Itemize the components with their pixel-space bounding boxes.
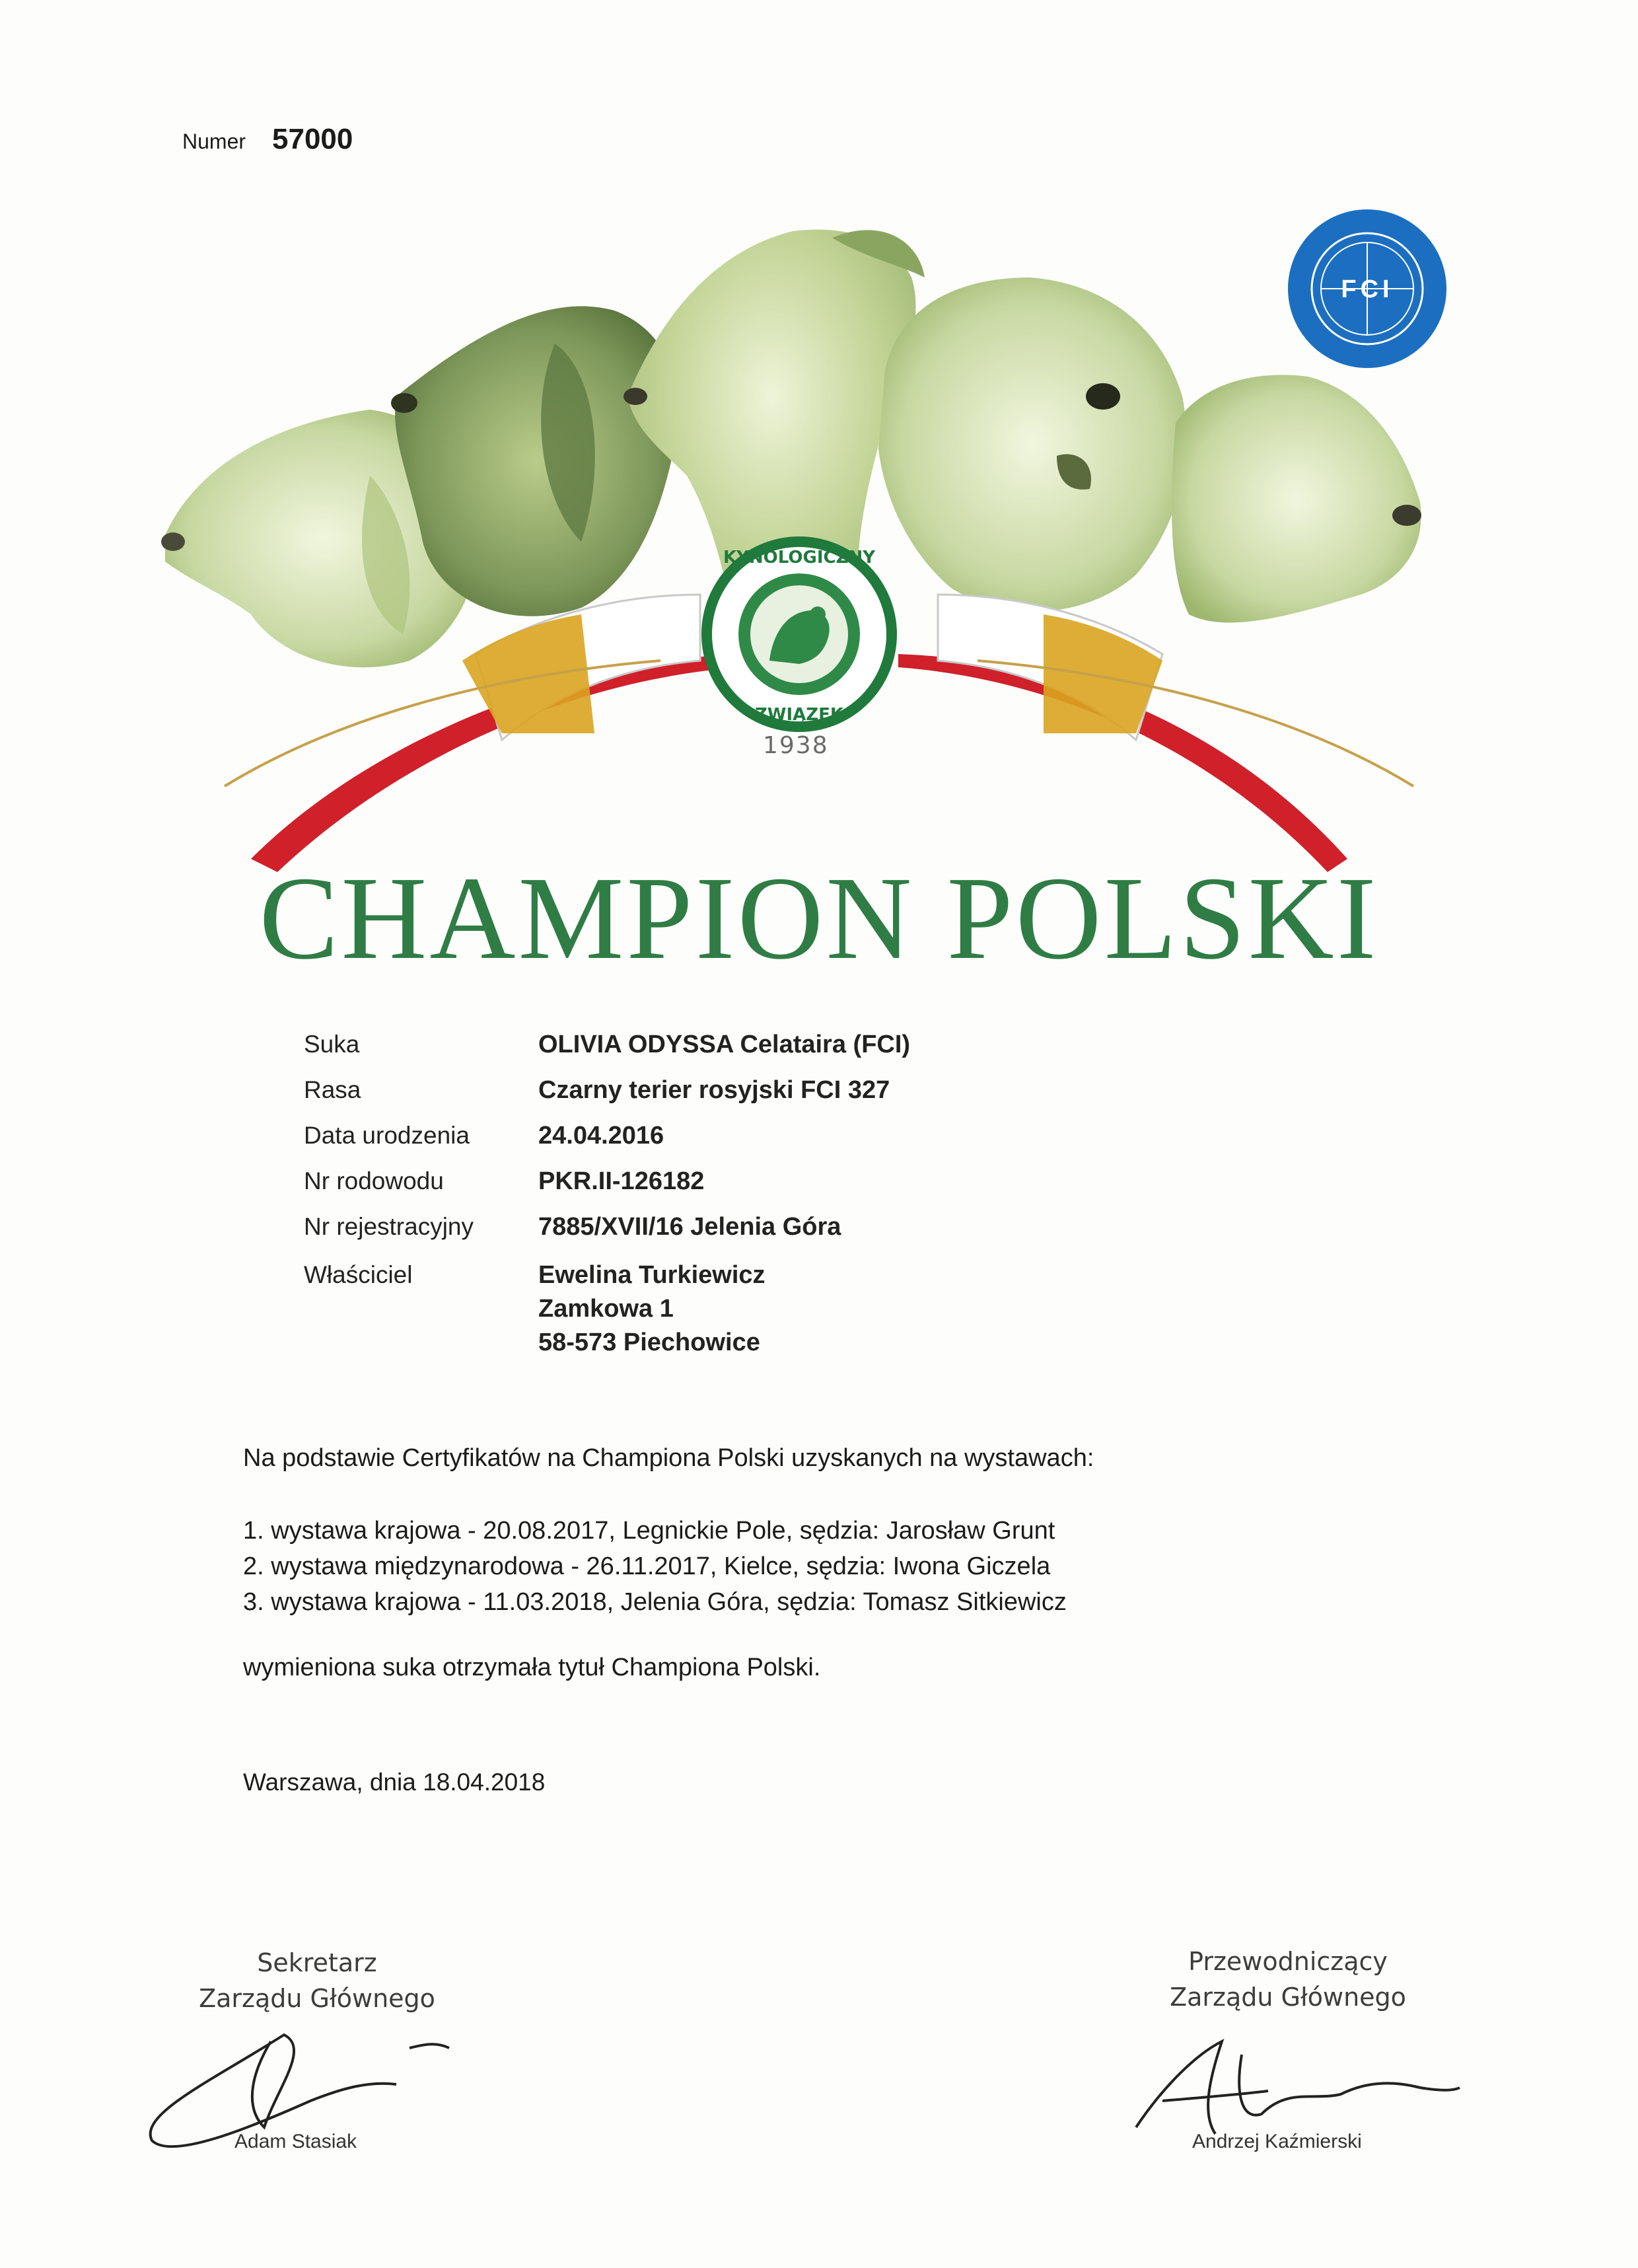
signature-right-name: Andrzej Kaźmierski [1192,2131,1362,2152]
field-label: Nr rodowodu [304,1167,444,1194]
field-label: Właściciel [304,1261,413,1288]
field-row-data-urodzenia [304,1122,910,1167]
owner-city: 58-573 Piechowice [538,1329,760,1356]
field-row-rasa [304,1076,910,1122]
field-row-nr-rodowodu [304,1167,910,1213]
field-value: PKR.II-126182 [538,1167,705,1195]
place-date: Warszawa, dnia 18.04.2018 [243,1769,546,1796]
signature-left-name: Adam Stasiak [234,2131,357,2152]
svg-text:KYNOLOGICZNY: KYNOLOGICZNY [723,548,876,567]
field-value: Czarny terier rosyjski FCI 327 [538,1076,890,1104]
signature-left-role [165,1945,469,2016]
dog-heads-artwork [0,0,1638,938]
show-item: 2. wystawa międzynarodowa - 26.11.2017, Kielce, sędzia: Iwona Giczela [243,1553,1051,1580]
show-item: 3. wystawa krajowa - 11.03.2018, Jelenia Góra, sędzia: Tomasz Sitkiewicz [243,1588,1067,1616]
field-label: Suka [304,1031,360,1058]
field-value: 7885/XVII/16 Jelenia Góra [538,1213,841,1241]
intro-text: Na podstawie Certyfikatów na Championa Polski uzyskanych na wystawach: [243,1444,1094,1472]
owner-address [538,1259,766,1360]
show-list [243,1513,1067,1620]
field-label: Rasa [304,1076,361,1103]
field-row-suka [304,1031,910,1076]
field-value: OLIVIA ODYSSA Celataira (FCI) [538,1031,911,1058]
conclusion-text: wymieniona suka otrzymała tytuł Championa Polski. [243,1654,821,1681]
dog-head-retriever-icon [1172,375,1421,623]
certificate-number-value: 57000 [272,123,353,155]
certificate-title: CHAMPION POLSKI [259,852,1379,984]
role-line: Sekretarz [257,1948,377,1977]
owner-name: Ewelina Turkiewicz [538,1261,766,1289]
role-line: Zarządu Głównego [1170,1983,1406,2012]
zkwp-logo [700,535,898,733]
field-label: Nr rejestracyjny [304,1213,474,1240]
certificate-number-label: Numer [182,129,246,153]
dog-head-sheepdog-icon [878,277,1186,611]
field-row-wlasciciel [304,1259,910,1360]
field-value: 24.04.2016 [538,1122,664,1150]
signature-left-stroke [151,2035,396,2146]
founding-year: 1938 [763,732,829,759]
signature-right-role [1123,1944,1453,2015]
svg-text:ZWIĄZEK: ZWIĄZEK [754,705,844,725]
owner-street: Zamkowa 1 [538,1295,674,1323]
dog-details [304,1031,910,1360]
field-row-nr-rejestracyjny [304,1213,910,1259]
signature-right-stroke [1136,2041,1460,2134]
fci-logo [1285,206,1450,371]
field-label: Data urodzenia [304,1122,470,1149]
show-item: 1. wystawa krajowa - 20.08.2017, Legnickie Pole, sędzia: Jarosław Grunt [243,1517,1055,1545]
svg-text:FCI: FCI [1341,275,1394,303]
role-line: Zarządu Głównego [199,1984,435,2013]
role-line: Przewodniczący [1188,1947,1388,1976]
